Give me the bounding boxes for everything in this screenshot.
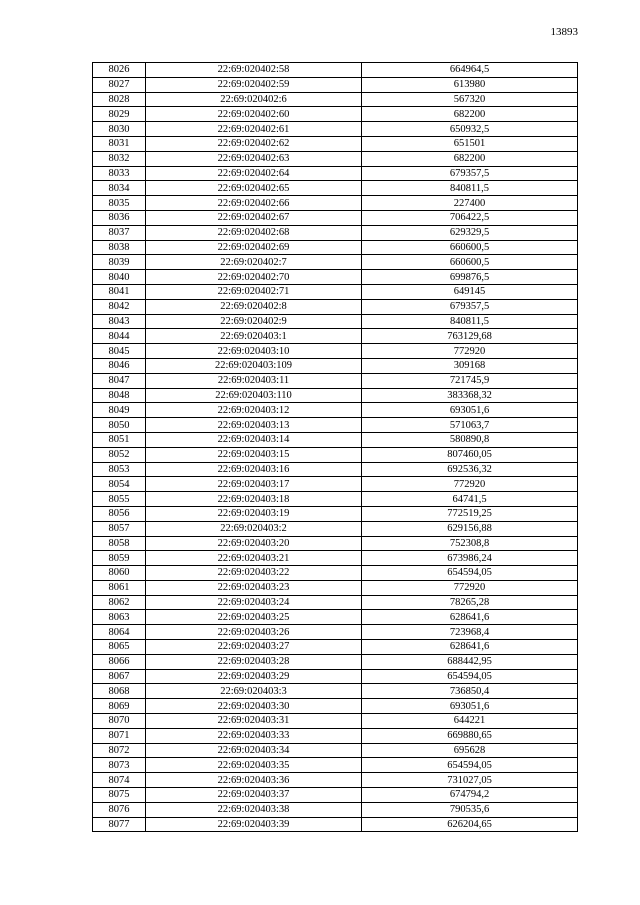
cadastral-value-cell: 752308,8 — [362, 536, 578, 551]
table-row — [93, 373, 578, 388]
row-number-cell: 8047 — [93, 373, 146, 388]
cadastral-number-cell: 22:69:020403:19 — [146, 506, 362, 521]
row-number-cell: 8045 — [93, 344, 146, 359]
row-number-cell: 8077 — [93, 817, 146, 832]
row-number-cell: 8034 — [93, 181, 146, 196]
cadastral-number-cell: 22:69:020403:29 — [146, 669, 362, 684]
table-row — [93, 77, 578, 92]
row-number-cell: 8039 — [93, 255, 146, 270]
cadastral-number-cell: 22:69:020402:58 — [146, 63, 362, 78]
cadastral-number-cell: 22:69:020402:7 — [146, 255, 362, 270]
cadastral-number-cell: 22:69:020403:38 — [146, 802, 362, 817]
cadastral-number-cell: 22:69:020403:12 — [146, 403, 362, 418]
row-number-cell: 8048 — [93, 388, 146, 403]
cadastral-value-cell: 731027,05 — [362, 773, 578, 788]
cadastral-number-cell: 22:69:020403:23 — [146, 580, 362, 595]
cadastral-value-cell: 64741,5 — [362, 492, 578, 507]
row-number-cell: 8072 — [93, 743, 146, 758]
table-row — [93, 743, 578, 758]
cadastral-value-cell: 654594,05 — [362, 758, 578, 773]
row-number-cell: 8073 — [93, 758, 146, 773]
row-number-cell: 8068 — [93, 684, 146, 699]
cadastral-value-cell: 628641,6 — [362, 610, 578, 625]
row-number-cell: 8062 — [93, 595, 146, 610]
table-row — [93, 63, 578, 78]
row-number-cell: 8054 — [93, 477, 146, 492]
cadastral-number-cell: 22:69:020402:70 — [146, 270, 362, 285]
row-number-cell: 8066 — [93, 654, 146, 669]
table-row — [93, 329, 578, 344]
cadastral-number-cell: 22:69:020403:15 — [146, 447, 362, 462]
cadastral-value-cell: 679357,5 — [362, 166, 578, 181]
table-row — [93, 388, 578, 403]
cadastral-number-cell: 22:69:020402:60 — [146, 107, 362, 122]
cadastral-value-cell: 736850,4 — [362, 684, 578, 699]
table-row — [93, 669, 578, 684]
table-row — [93, 477, 578, 492]
row-number-cell: 8060 — [93, 566, 146, 581]
cadastral-value-cell: 567320 — [362, 92, 578, 107]
cadastral-value-cell: 571063,7 — [362, 418, 578, 433]
cadastral-number-cell: 22:69:020402:67 — [146, 210, 362, 225]
row-number-cell: 8042 — [93, 299, 146, 314]
cadastral-number-cell: 22:69:020403:31 — [146, 714, 362, 729]
cadastral-number-cell: 22:69:020402:69 — [146, 240, 362, 255]
row-number-cell: 8038 — [93, 240, 146, 255]
cadastral-value-cell: 693051,6 — [362, 699, 578, 714]
cadastral-number-cell: 22:69:020403:16 — [146, 462, 362, 477]
cadastral-number-cell: 22:69:020403:3 — [146, 684, 362, 699]
table-row — [93, 314, 578, 329]
cadastral-value-cell: 78265,28 — [362, 595, 578, 610]
cadastral-number-cell: 22:69:020403:110 — [146, 388, 362, 403]
table-row — [93, 358, 578, 373]
cadastral-value-cell: 629329,5 — [362, 225, 578, 240]
cadastral-value-cell: 674794,2 — [362, 788, 578, 803]
cadastral-number-cell: 22:69:020403:36 — [146, 773, 362, 788]
row-number-cell: 8043 — [93, 314, 146, 329]
cadastral-value-cell: 227400 — [362, 196, 578, 211]
table-row — [93, 136, 578, 151]
cadastral-number-cell: 22:69:020403:37 — [146, 788, 362, 803]
row-number-cell: 8027 — [93, 77, 146, 92]
cadastral-number-cell: 22:69:020402:66 — [146, 196, 362, 211]
table-row — [93, 551, 578, 566]
row-number-cell: 8040 — [93, 270, 146, 285]
table-row — [93, 506, 578, 521]
row-number-cell: 8069 — [93, 699, 146, 714]
row-number-cell: 8056 — [93, 506, 146, 521]
table-row — [93, 625, 578, 640]
row-number-cell: 8064 — [93, 625, 146, 640]
row-number-cell: 8030 — [93, 122, 146, 137]
table-row — [93, 92, 578, 107]
cadastral-value-cell: 688442,95 — [362, 654, 578, 669]
table-row — [93, 758, 578, 773]
table-row — [93, 817, 578, 832]
row-number-cell: 8057 — [93, 521, 146, 536]
table-row — [93, 299, 578, 314]
cadastral-value-cell: 654594,05 — [362, 669, 578, 684]
cadastral-number-cell: 22:69:020403:39 — [146, 817, 362, 832]
cadastral-number-cell: 22:69:020402:71 — [146, 284, 362, 299]
table-row — [93, 714, 578, 729]
table-row — [93, 521, 578, 536]
row-number-cell: 8055 — [93, 492, 146, 507]
table-row — [93, 270, 578, 285]
cadastral-number-cell: 22:69:020402:8 — [146, 299, 362, 314]
cadastral-value-cell: 673986,24 — [362, 551, 578, 566]
cadastral-number-cell: 22:69:020403:2 — [146, 521, 362, 536]
cadastral-number-cell: 22:69:020403:34 — [146, 743, 362, 758]
cadastral-value-cell: 649145 — [362, 284, 578, 299]
cadastral-value-cell: 613980 — [362, 77, 578, 92]
table-row — [93, 699, 578, 714]
table-row — [93, 403, 578, 418]
cadastral-number-cell: 22:69:020402:63 — [146, 151, 362, 166]
cadastral-value-cell: 660600,5 — [362, 240, 578, 255]
cadastral-number-cell: 22:69:020402:62 — [146, 136, 362, 151]
cadastral-value-cell: 651501 — [362, 136, 578, 151]
cadastral-value-cell: 721745,9 — [362, 373, 578, 388]
row-number-cell: 8053 — [93, 462, 146, 477]
cadastral-number-cell: 22:69:020403:17 — [146, 477, 362, 492]
row-number-cell: 8050 — [93, 418, 146, 433]
row-number-cell: 8035 — [93, 196, 146, 211]
cadastral-value-cell: 772920 — [362, 580, 578, 595]
cadastral-value-cell: 695628 — [362, 743, 578, 758]
cadastral-number-cell: 22:69:020402:65 — [146, 181, 362, 196]
table-row — [93, 684, 578, 699]
row-number-cell: 8046 — [93, 358, 146, 373]
cadastral-number-cell: 22:69:020403:35 — [146, 758, 362, 773]
cadastral-value-cell: 807460,05 — [362, 447, 578, 462]
table-row — [93, 728, 578, 743]
row-number-cell: 8076 — [93, 802, 146, 817]
cadastral-value-cell: 699876,5 — [362, 270, 578, 285]
cadastral-number-cell: 22:69:020402:9 — [146, 314, 362, 329]
table-row — [93, 151, 578, 166]
table-row — [93, 654, 578, 669]
table-row — [93, 196, 578, 211]
row-number-cell: 8051 — [93, 432, 146, 447]
cadastral-value-cell: 309168 — [362, 358, 578, 373]
table-row — [93, 640, 578, 655]
cadastral-number-cell: 22:69:020403:109 — [146, 358, 362, 373]
cadastral-value-cell: 682200 — [362, 107, 578, 122]
row-number-cell: 8059 — [93, 551, 146, 566]
page-number: 13893 — [550, 26, 578, 38]
table-row — [93, 802, 578, 817]
table-row — [93, 240, 578, 255]
cadastral-value-cell: 682200 — [362, 151, 578, 166]
cadastral-value-cell: 626204,65 — [362, 817, 578, 832]
table-row — [93, 210, 578, 225]
cadastral-number-cell: 22:69:020403:30 — [146, 699, 362, 714]
cadastral-number-cell: 22:69:020403:14 — [146, 432, 362, 447]
cadastral-value-cell: 580890,8 — [362, 432, 578, 447]
table-row — [93, 595, 578, 610]
cadastral-value-cell: 383368,32 — [362, 388, 578, 403]
cadastral-value-cell: 628641,6 — [362, 640, 578, 655]
table-row — [93, 284, 578, 299]
cadastral-number-cell: 22:69:020403:13 — [146, 418, 362, 433]
cadastral-number-cell: 22:69:020403:26 — [146, 625, 362, 640]
row-number-cell: 8058 — [93, 536, 146, 551]
cadastral-number-cell: 22:69:020402:59 — [146, 77, 362, 92]
table-row — [93, 462, 578, 477]
cadastral-value-cell: 772920 — [362, 344, 578, 359]
row-number-cell: 8063 — [93, 610, 146, 625]
row-number-cell: 8075 — [93, 788, 146, 803]
cadastral-number-cell: 22:69:020403:27 — [146, 640, 362, 655]
row-number-cell: 8065 — [93, 640, 146, 655]
row-number-cell: 8037 — [93, 225, 146, 240]
table-row — [93, 166, 578, 181]
cadastral-value-cell: 654594,05 — [362, 566, 578, 581]
row-number-cell: 8067 — [93, 669, 146, 684]
cadastral-value-cell: 644221 — [362, 714, 578, 729]
row-number-cell: 8033 — [93, 166, 146, 181]
table-body — [93, 63, 578, 832]
cadastral-value-cell: 669880,65 — [362, 728, 578, 743]
cadastral-value-cell: 840811,5 — [362, 181, 578, 196]
table-row — [93, 610, 578, 625]
cadastral-number-cell: 22:69:020403:24 — [146, 595, 362, 610]
table-row — [93, 181, 578, 196]
cadastral-number-cell: 22:69:020403:28 — [146, 654, 362, 669]
cadastral-value-cell: 706422,5 — [362, 210, 578, 225]
table-row — [93, 447, 578, 462]
cadastral-number-cell: 22:69:020403:11 — [146, 373, 362, 388]
table-row — [93, 122, 578, 137]
cadastral-value-cell: 772920 — [362, 477, 578, 492]
cadastral-value-cell: 650932,5 — [362, 122, 578, 137]
cadastral-number-cell: 22:69:020402:64 — [146, 166, 362, 181]
cadastral-number-cell: 22:69:020403:22 — [146, 566, 362, 581]
cadastral-value-cell: 763129,68 — [362, 329, 578, 344]
table-row — [93, 566, 578, 581]
table-row — [93, 773, 578, 788]
cadastral-number-cell: 22:69:020402:6 — [146, 92, 362, 107]
cadastral-value-cell: 723968,4 — [362, 625, 578, 640]
row-number-cell: 8074 — [93, 773, 146, 788]
cadastral-number-cell: 22:69:020403:33 — [146, 728, 362, 743]
row-number-cell: 8029 — [93, 107, 146, 122]
cadastral-value-cell: 693051,6 — [362, 403, 578, 418]
row-number-cell: 8028 — [93, 92, 146, 107]
cadastral-number-cell: 22:69:020403:18 — [146, 492, 362, 507]
row-number-cell: 8031 — [93, 136, 146, 151]
table-row — [93, 432, 578, 447]
row-number-cell: 8036 — [93, 210, 146, 225]
row-number-cell: 8041 — [93, 284, 146, 299]
cadastral-value-cell: 692536,32 — [362, 462, 578, 477]
table-row — [93, 492, 578, 507]
row-number-cell: 8026 — [93, 63, 146, 78]
cadastral-number-cell: 22:69:020402:68 — [146, 225, 362, 240]
table-row — [93, 344, 578, 359]
cadastral-value-cell: 660600,5 — [362, 255, 578, 270]
row-number-cell: 8032 — [93, 151, 146, 166]
cadastral-number-cell: 22:69:020403:10 — [146, 344, 362, 359]
table-row — [93, 788, 578, 803]
table-row — [93, 255, 578, 270]
row-number-cell: 8071 — [93, 728, 146, 743]
table-row — [93, 107, 578, 122]
row-number-cell: 8044 — [93, 329, 146, 344]
cadastral-number-cell: 22:69:020403:1 — [146, 329, 362, 344]
row-number-cell: 8049 — [93, 403, 146, 418]
cadastral-value-cell: 664964,5 — [362, 63, 578, 78]
cadastral-value-cell: 840811,5 — [362, 314, 578, 329]
cadastral-number-cell: 22:69:020403:21 — [146, 551, 362, 566]
table-row — [93, 580, 578, 595]
cadastral-number-cell: 22:69:020402:61 — [146, 122, 362, 137]
table-row — [93, 418, 578, 433]
cadastral-value-cell: 790535,6 — [362, 802, 578, 817]
cadastral-number-cell: 22:69:020403:20 — [146, 536, 362, 551]
cadastral-value-cell: 679357,5 — [362, 299, 578, 314]
table-row — [93, 225, 578, 240]
cadastral-value-cell: 772519,25 — [362, 506, 578, 521]
row-number-cell: 8052 — [93, 447, 146, 462]
table-row — [93, 536, 578, 551]
row-number-cell: 8061 — [93, 580, 146, 595]
cadastral-number-cell: 22:69:020403:25 — [146, 610, 362, 625]
cadastral-value-table — [92, 62, 578, 832]
cadastral-value-cell: 629156,88 — [362, 521, 578, 536]
row-number-cell: 8070 — [93, 714, 146, 729]
